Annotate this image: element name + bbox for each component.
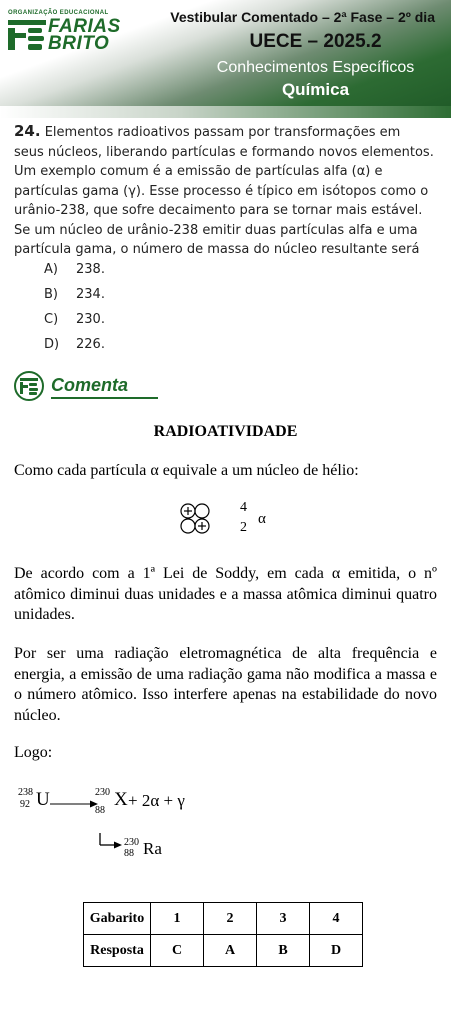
- comenta-label: Comenta: [51, 375, 129, 395]
- option-value: 230.: [76, 312, 105, 327]
- question: [14, 122, 434, 260]
- answer-table: [83, 902, 363, 967]
- product-symbol: X: [114, 789, 128, 810]
- option-value: 238.: [76, 262, 105, 277]
- comment-paragraph-3: Por ser uma radiação eletromagnética de alta frequência e energia, a emissão de uma radiação gama não modifica a massa e o número atômico. Isso interfere apenas na estabilidade do novo núcleo.: [14, 645, 437, 724]
- comment-title: RADIOATIVIDADE: [153, 423, 298, 440]
- helium-nucleus-icon: [180, 502, 270, 538]
- table-row: [84, 935, 363, 967]
- table-cell: 1: [151, 903, 204, 935]
- section-label: Conhecimentos Específicos: [216, 59, 415, 76]
- options-list: [44, 262, 105, 362]
- table-cell: C: [151, 935, 204, 967]
- reactant-symbol: U: [36, 789, 50, 810]
- alpha-mass-number: 4: [240, 500, 247, 515]
- table-row: [84, 903, 363, 935]
- decay-equation: [18, 783, 258, 823]
- reactant-atomic: 92: [20, 799, 30, 810]
- option-letter: D): [44, 337, 60, 352]
- product-atomic: 88: [95, 805, 105, 816]
- table-cell: B: [257, 935, 310, 967]
- option-b: [44, 287, 105, 312]
- equation-rest: + 2α + γ: [128, 791, 185, 810]
- alpha-atomic-number: 2: [240, 520, 247, 535]
- option-value: 234.: [76, 287, 105, 302]
- option-d: [44, 337, 105, 362]
- ra-mass: 230: [124, 837, 139, 848]
- question-number: 24.: [14, 122, 41, 140]
- exam-subtitle: Vestibular Comentado – 2ª Fase – 2º dia: [170, 9, 435, 25]
- corner-arrow-icon: [98, 833, 122, 855]
- org-label: ORGANIZAÇÃO EDUCACIONAL: [8, 10, 109, 16]
- exam-title: UECE – 2025.2: [249, 31, 382, 52]
- product-mass: 230: [95, 787, 110, 798]
- header-stripe: [0, 106, 451, 118]
- option-value: 226.: [76, 337, 105, 352]
- table-cell: D: [310, 935, 363, 967]
- table-cell: 3: [257, 903, 310, 935]
- reaction-arrow-icon: [50, 799, 98, 809]
- reactant-mass: 238: [18, 787, 33, 798]
- comment-paragraph-4: Logo:: [14, 744, 53, 761]
- option-letter: A): [44, 262, 58, 277]
- option-letter: C): [44, 312, 59, 327]
- question-text: Elementos radioativos passam por transformações em seus núcleos, liberando partículas e formando novos elementos. Um exemplo comum é a emissão de partículas alfa (α) e partículas gama (γ). Esse processo é típico em isótopos como o urânio-238, que sofre decaimento para se tornar mais estável. Se um núcleo de urânio-238 emitir duas partículas alfa e uma partícula gama, o número de massa do núcleo resultante será: [14, 125, 434, 257]
- logo-word-brito: BRITO: [48, 33, 110, 54]
- table-cell: A: [204, 935, 257, 967]
- ra-atomic: 88: [124, 848, 134, 859]
- comenta-heading: [14, 371, 154, 403]
- option-a: [44, 262, 105, 287]
- table-header-cell: Gabarito: [84, 903, 151, 935]
- table-cell: 4: [310, 903, 363, 935]
- ra-symbol: Ra: [143, 839, 162, 858]
- header: [0, 0, 451, 118]
- option-c: [44, 312, 105, 337]
- comment-paragraph-2: De acordo com a 1ª Lei de Soddy, em cada α emitida, o nº atômico diminui duas unidades e a massa atômica diminui quatro unidades.: [14, 565, 437, 623]
- farias-brito-circle-icon: [14, 371, 44, 401]
- comment-paragraph-1: Como cada partícula α equivale a um núcleo de hélio:: [14, 462, 359, 479]
- comenta-underline: [51, 397, 158, 399]
- table-header-cell: Resposta: [84, 935, 151, 967]
- logo-word-farias: FARIAS: [48, 16, 121, 37]
- subject-label: Química: [281, 80, 350, 99]
- table-cell: 2: [204, 903, 257, 935]
- product-identity: [98, 833, 198, 863]
- alpha-symbol: α: [258, 511, 266, 527]
- option-letter: B): [44, 287, 58, 302]
